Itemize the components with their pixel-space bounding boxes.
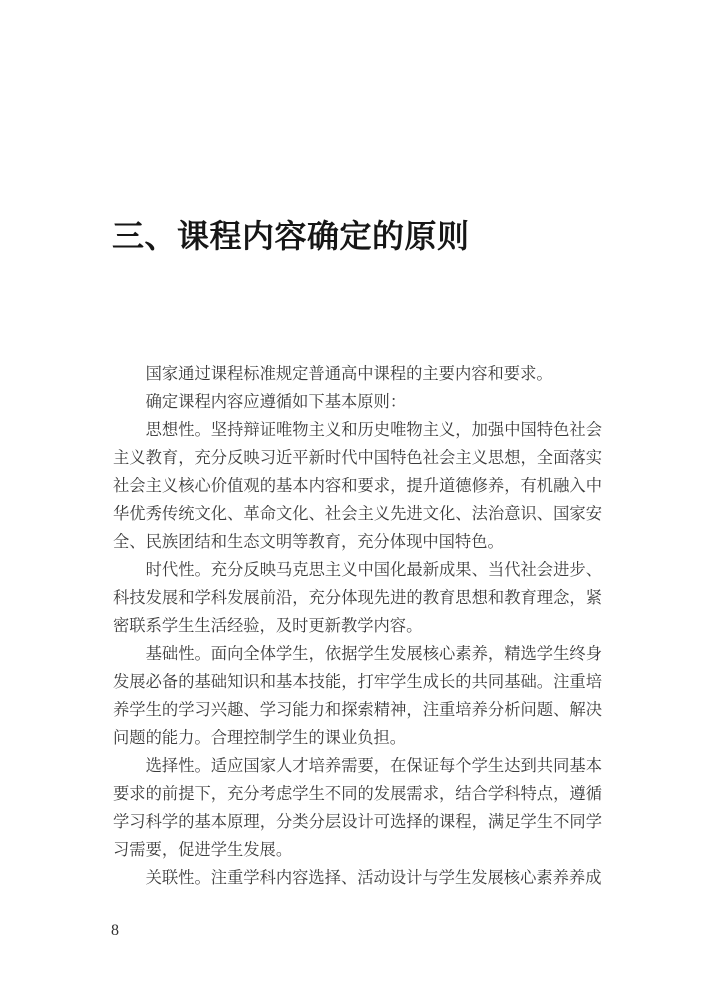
chapter-heading: 三、课程内容确定的原则 [112,218,470,255]
paragraph: 关联性。注重学科内容选择、活动设计与学生发展核心素养养成 [145,868,602,887]
paragraph: 时代性。充分反映马克思主义中国化最新成果、当代社会进步、科技发展和学科发展前沿，充分体现先进的教育思想和教育理念，紧密联系学生生活经验，及时更新教学内容。 [113,560,602,635]
page-number: 8 [111,922,119,939]
paragraph: 确定课程内容应遵循如下基本原则： [145,392,407,411]
paragraph: 选择性。适应国家人才培养需要，在保证每个学生达到共同基本要求的前提下，充分考虑学生不同的发展需求，结合学科特点，遵循学习科学的基本原理，分类分层设计可选择的课程，满足学生不同学习需要，促进学生发展。 [113,756,602,859]
paragraph: 思想性。坚持辩证唯物主义和历史唯物主义，加强中国特色社会主义教育，充分反映习近平新时代中国特色社会主义思想，全面落实社会主义核心价值观的基本内容和要求，提升道德修养，有机融入中华优秀传统文化、革命文化、社会主义先进文化、法治意识、国家安全、民族团结和生态文明等教育，充分体现中国特色。 [113,420,602,551]
body-text-block [113,360,602,892]
paragraph: 基础性。面向全体学生，依据学生发展核心素养，精选学生终身发展必备的基础知识和基本技能，打牢学生成长的共同基础。注重培养学生的学习兴趣、学习能力和探索精神，注重培养分析问题、解决问题的能力。合理控制学生的课业负担。 [113,644,602,747]
paragraph: 国家通过课程标准规定普通高中课程的主要内容和要求。 [145,364,553,383]
